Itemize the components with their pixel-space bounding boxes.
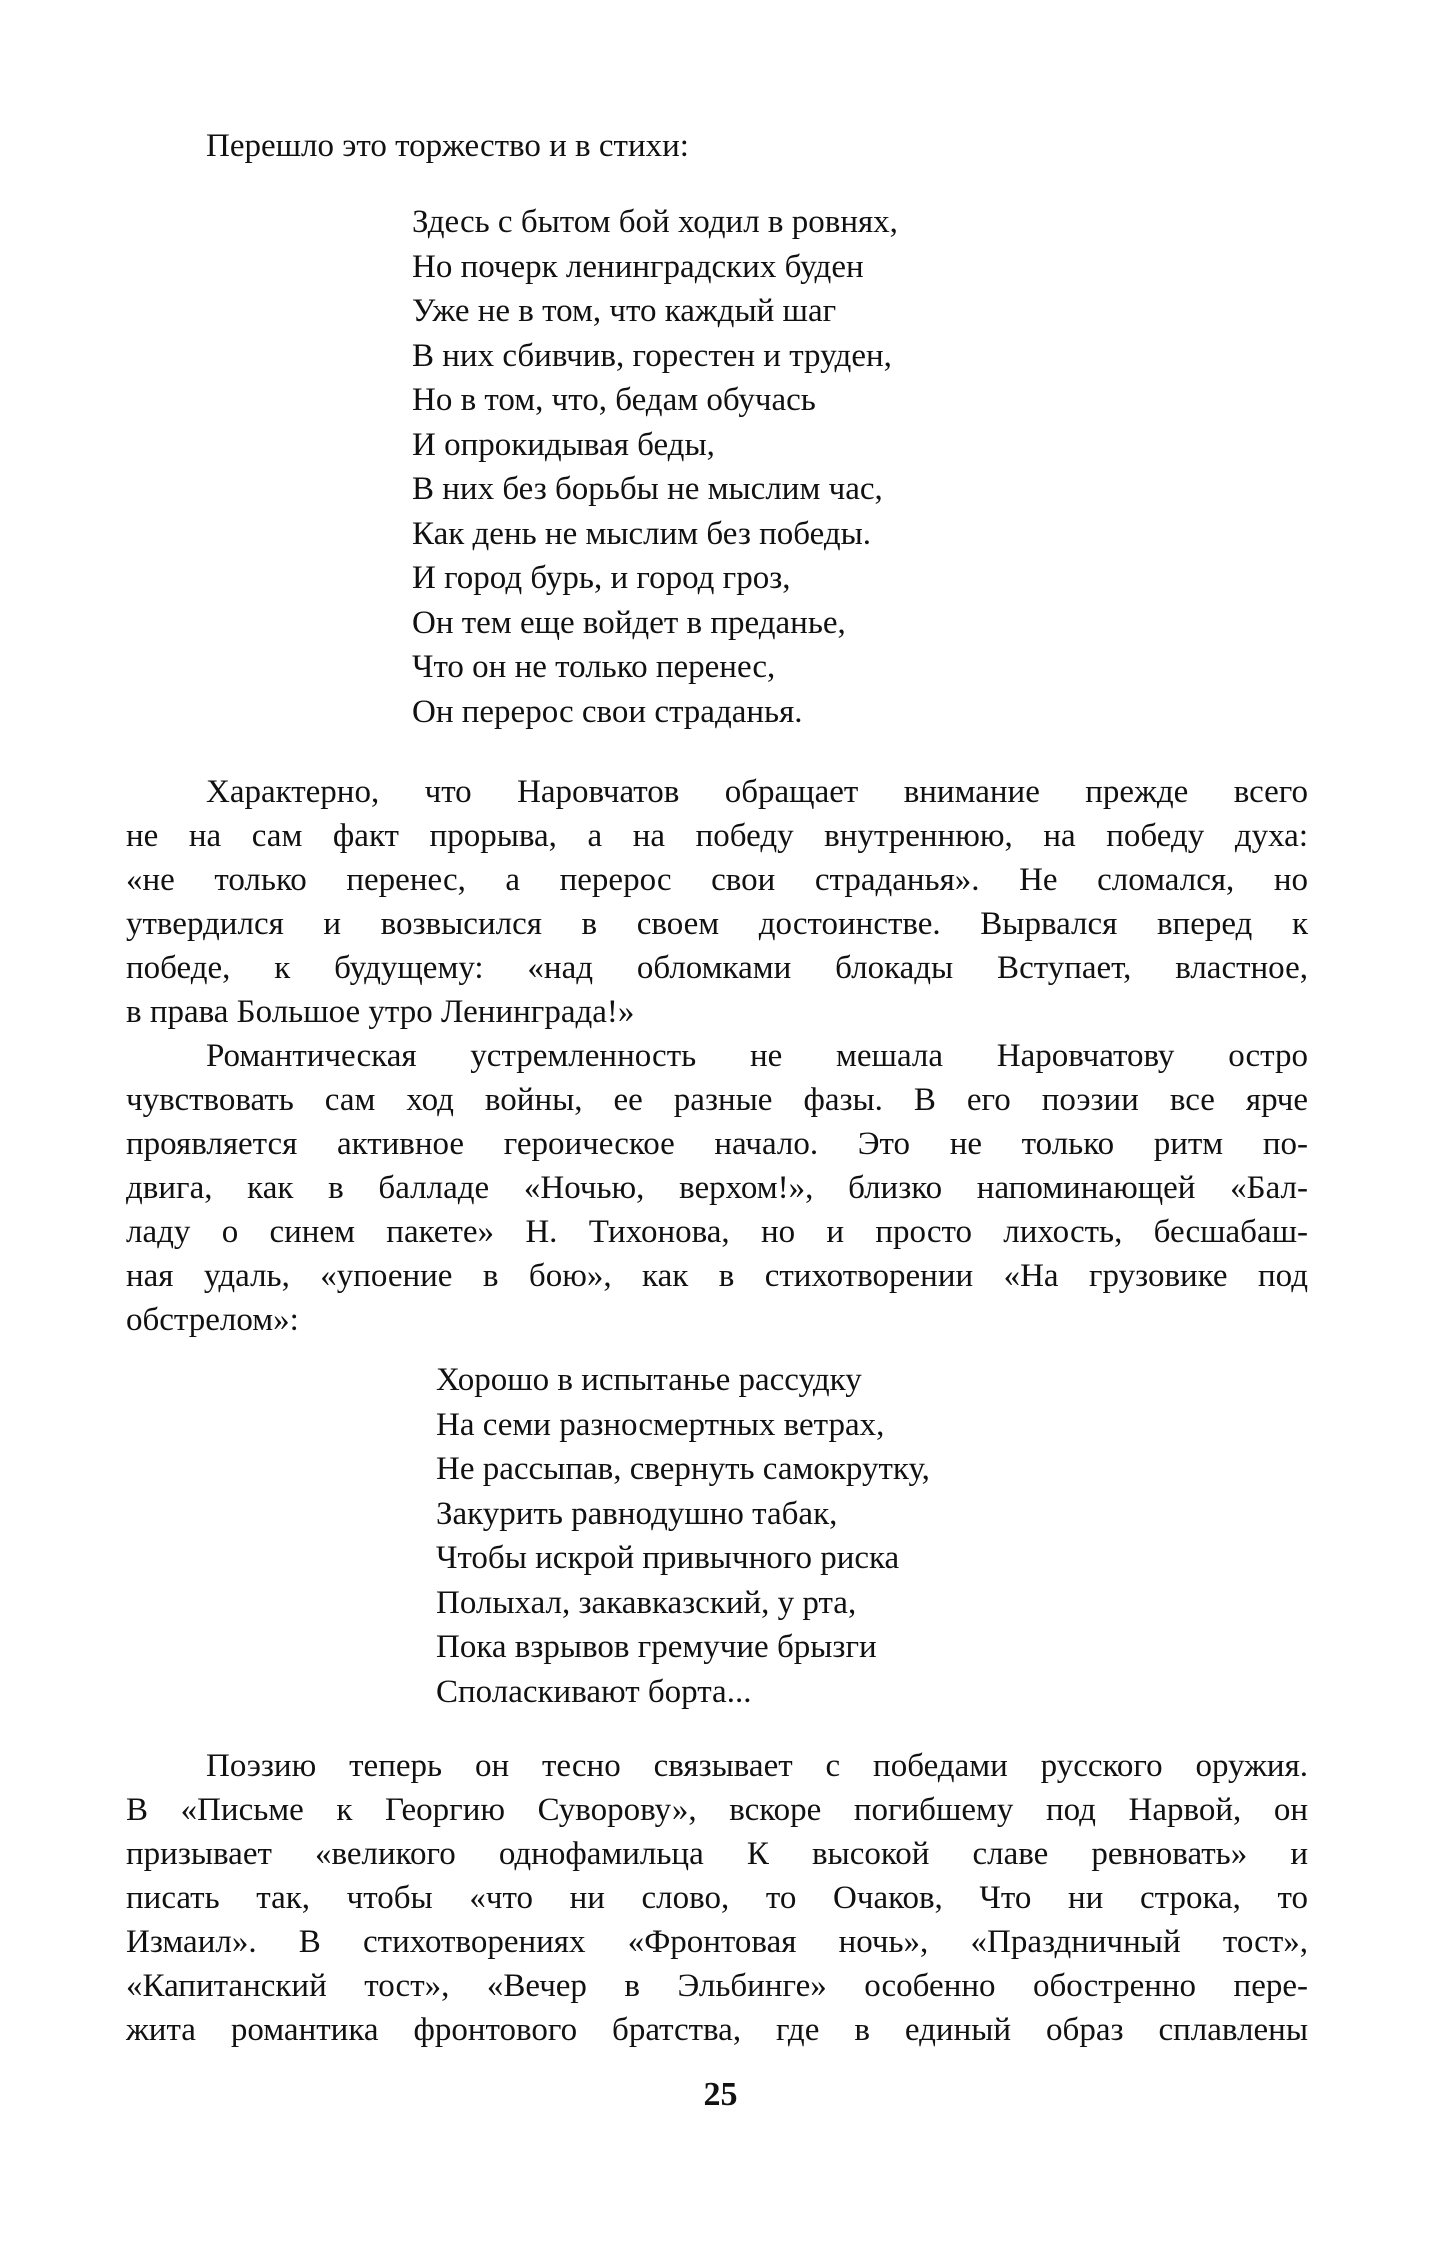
verse-line: Он тем еще войдет в преданье,	[412, 604, 846, 641]
text-line: призывает «великого однофамильца К высокой славе ревновать» и	[126, 1836, 1308, 1872]
text-line: В «Письме к Георгию Суворову», вскоре погибшему под Нарвой, он	[126, 1792, 1308, 1828]
text-line: проявляется активное героическое начало. Это не только ритм по-	[126, 1126, 1308, 1162]
paragraph-2	[126, 1034, 1308, 1342]
verse-line: На семи разносмертных ветрах,	[436, 1406, 885, 1443]
verse-line: И опрокидывая беды,	[412, 426, 715, 463]
verse-line: Чтобы искрой привычного риска	[436, 1540, 900, 1576]
text-line: в права Большое утро Ленинграда!»	[126, 994, 635, 1030]
verse-block-1	[412, 200, 898, 734]
verse-line: Закурить равнодушно табак,	[436, 1495, 838, 1532]
verse-line: Здесь с бытом бой ходил в ровнях,	[412, 204, 898, 240]
text-line: обстрелом»:	[126, 1302, 299, 1338]
text-line: двига, как в балладе «Ночью, верхом!», близко напоминающей «Бал-	[126, 1170, 1308, 1206]
verse-line: Что он не только перенес,	[412, 649, 776, 685]
text-line: Романтическая устремленность не мешала Наровчатову остро	[206, 1038, 1308, 1074]
verse-block-2	[436, 1358, 930, 1714]
intro-paragraph	[126, 124, 1308, 168]
text-line: «Капитанский тост», «Вечер в Эльбинге» особенно обостренно пере-	[126, 1968, 1308, 2004]
text-line: чувствовать сам ход войны, ее разные фазы. В его поэзии все ярче	[126, 1082, 1308, 1118]
text-line: Поэзию теперь он тесно связывает с победами русского оружия.	[206, 1748, 1308, 1784]
text-line: Перешло это торжество и в стихи:	[206, 128, 689, 164]
text-line: утвердился и возвысился в своем достоинстве. Вырвался вперед к	[126, 906, 1308, 942]
verse-line: Как день не мыслим без победы.	[412, 515, 872, 552]
verse-line: Но почерк ленинградских буден	[412, 248, 864, 285]
verse-line: Споласкивают борта...	[436, 1673, 752, 1710]
text-line: Характерно, что Наровчатов обращает внимание прежде всего	[206, 774, 1308, 810]
verse-line: Пока взрывов гремучие брызги	[436, 1629, 877, 1665]
verse-line: Уже не в том, что каждый шаг	[412, 293, 837, 329]
verse-line: Не рассыпав, свернуть самокрутку,	[436, 1451, 930, 1487]
paragraph-3	[126, 1744, 1308, 2052]
verse-line: Он перерос свои страданья.	[412, 693, 803, 730]
paragraph-1	[126, 770, 1308, 1034]
text-line: писать так, чтобы «что ни слово, то Очаков, Что ни строка, то	[126, 1880, 1308, 1916]
text-line: не на сам факт прорыва, а на победу внутреннюю, на победу духа:	[126, 818, 1308, 854]
verse-line: В них сбивчив, горестен и труден,	[412, 337, 892, 374]
page-number: 25	[703, 2076, 738, 2113]
verse-line: И город бурь, и город гроз,	[412, 560, 791, 596]
text-line: жита романтика фронтового братства, где в единый образ сплавлены	[126, 2012, 1308, 2048]
text-line: «не только перенес, а перерос свои страданья». Не сломался, но	[126, 862, 1308, 898]
verse-line: Но в том, что, бедам обучась	[412, 382, 816, 418]
verse-line: Хорошо в испытанье рассудку	[436, 1362, 862, 1398]
text-line: ладу о синем пакете» Н. Тихонова, но и просто лихость, бесшабаш-	[126, 1214, 1308, 1250]
text-line: ная удаль, «упоение в бою», как в стихотворении «На грузовике под	[126, 1258, 1308, 1294]
verse-line: Полыхал, закавказский, у рта,	[436, 1584, 857, 1621]
text-line: Измаил». В стихотворениях «Фронтовая ночь», «Праздничный тост»,	[126, 1924, 1308, 1960]
verse-line: В них без борьбы не мыслим час,	[412, 471, 883, 507]
text-line: победе, к будущему: «над обломками блокады Вступает, властное,	[126, 950, 1308, 986]
